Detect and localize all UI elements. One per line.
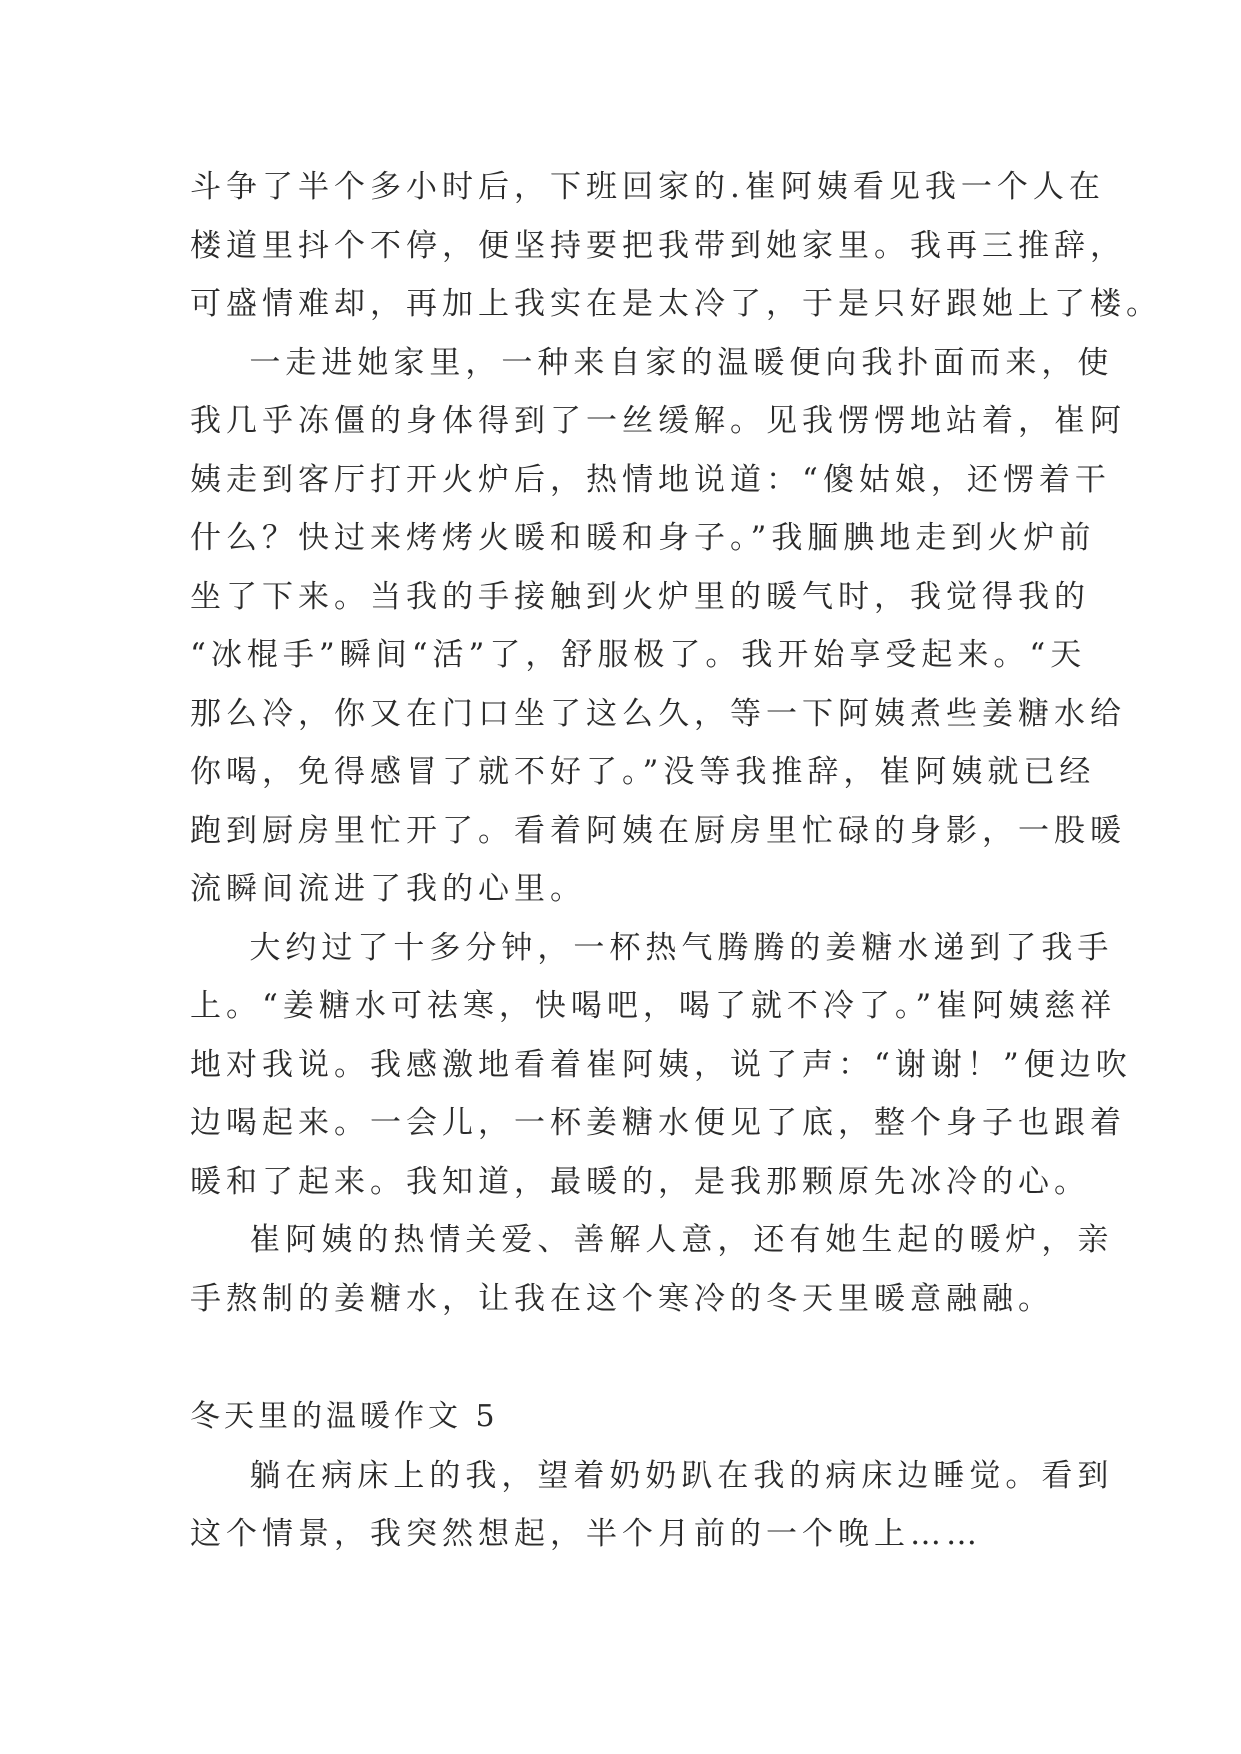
text-line: 地对我说。我感激地看着崔阿姨，说了声：“谢谢！”便边吹 bbox=[190, 1046, 1132, 1083]
text-line: 什么？快过来烤烤火暖和暖和身子。”我腼腆地走到火炉前 bbox=[190, 520, 1096, 556]
document-body bbox=[190, 158, 1162, 1564]
text-line: 一走进她家里，一种来自家的温暖便向我扑面而来，使 bbox=[190, 344, 1114, 381]
text-line: 你喝，免得感冒了就不好了。”没等我推辞，崔阿姨就已经 bbox=[190, 754, 1096, 790]
text-line: 流瞬间流进了我的心里。 bbox=[190, 871, 586, 907]
text-line: 我几乎冻僵的身体得到了一丝缓解。见我愣愣地站着，崔阿 bbox=[190, 403, 1126, 439]
section-paragraph bbox=[190, 1447, 1114, 1564]
paragraph-4 bbox=[190, 1211, 1114, 1328]
text-line: 暖和了起来。我知道，最暖的，是我那颗原先冰冷的心。 bbox=[190, 1163, 1090, 1200]
paragraph-1 bbox=[190, 158, 1162, 334]
text-line: 斗争了半个多小时后，下班回家的.崔阿姨看见我一个人在 bbox=[190, 169, 1105, 205]
section-heading: 冬天里的温暖作文 5 bbox=[190, 1399, 499, 1434]
paragraph-2 bbox=[190, 334, 1126, 919]
text-line: 可盛情难却，再加上我实在是太冷了，于是只好跟她上了楼。 bbox=[190, 286, 1162, 322]
section-spacer bbox=[190, 1328, 1070, 1388]
text-line: 手熬制的姜糖水，让我在这个寒冷的冬天里暖意融融。 bbox=[190, 1280, 1054, 1317]
text-line: 坐了下来。当我的手接触到火炉里的暖气时，我觉得我的 bbox=[190, 578, 1090, 615]
text-line: 躺在病床上的我，望着奶奶趴在我的病床边睡觉。看到 bbox=[190, 1457, 1114, 1494]
text-line: 姨走到客厅打开火炉后，热情地说道：“傻姑娘，还愣着干 bbox=[190, 461, 1111, 498]
text-line: 跑到厨房里忙开了。看着阿姨在厨房里忙碌的身影，一股暖 bbox=[190, 812, 1126, 849]
text-line: “冰棍手”瞬间“活”了，舒服极了。我开始享受起来。“天 bbox=[190, 637, 1087, 673]
paragraph-3 bbox=[190, 919, 1132, 1212]
text-line: 边喝起来。一会儿，一杯姜糖水便见了底，整个身子也跟着 bbox=[190, 1105, 1126, 1141]
text-line: 这个情景，我突然想起，半个月前的一个晚上…… bbox=[190, 1516, 982, 1552]
text-line: 大约过了十多分钟，一杯热气腾腾的姜糖水递到了我手 bbox=[190, 929, 1114, 966]
text-line: 上。“姜糖水可祛寒，快喝吧，喝了就不冷了。”崔阿姨慈祥 bbox=[190, 988, 1117, 1024]
text-line: 那么冷，你又在门口坐了这么久，等一下阿姨煮些姜糖水给 bbox=[190, 695, 1126, 732]
text-line: 楼道里抖个不停，便坚持要把我带到她家里。我再三推辞， bbox=[190, 227, 1126, 264]
text-line: 崔阿姨的热情关爱、善解人意，还有她生起的暖炉，亲 bbox=[190, 1222, 1114, 1258]
